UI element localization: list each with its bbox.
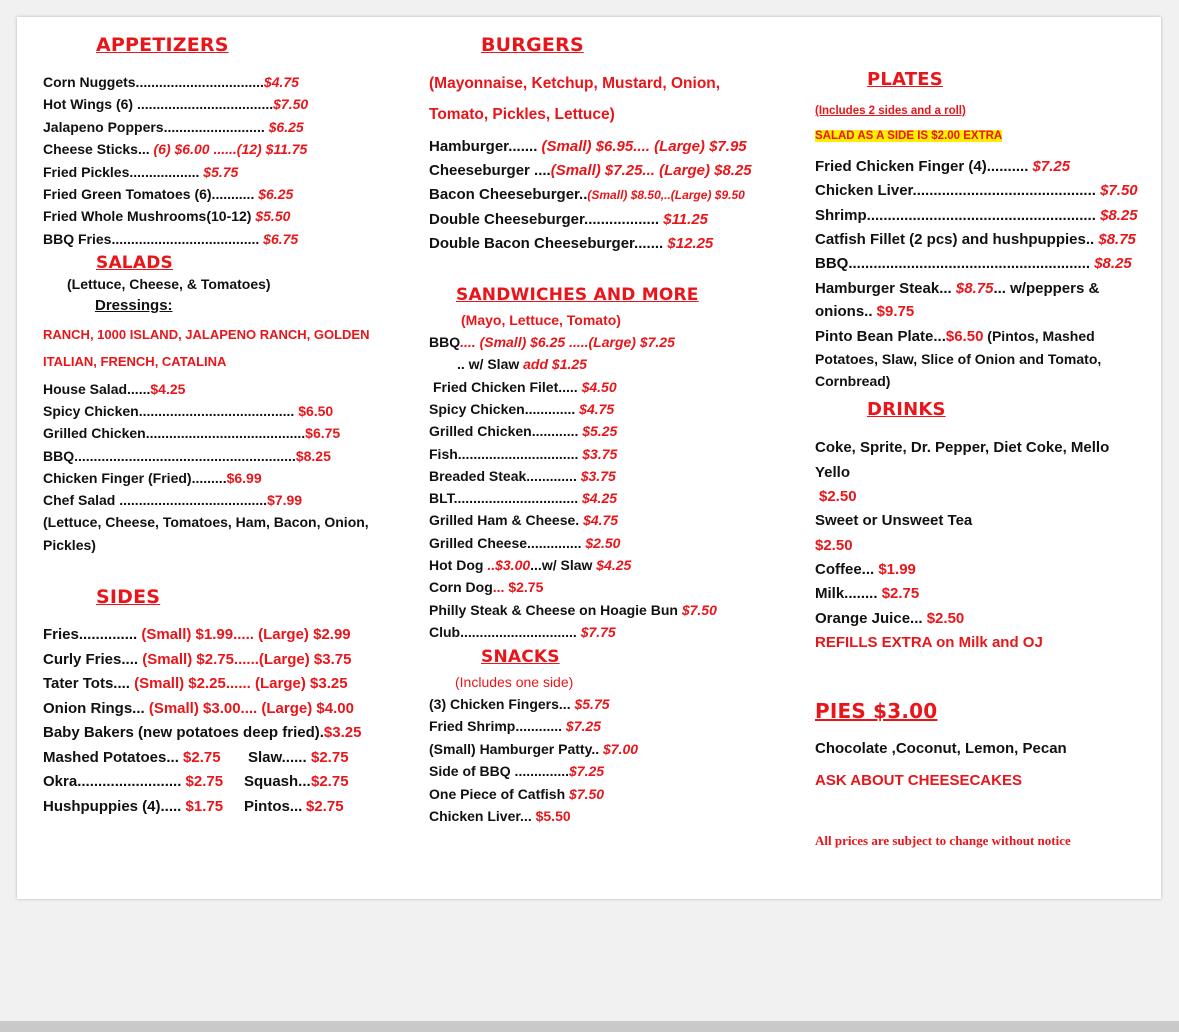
sides-heading: SIDES (96, 586, 161, 608)
item-name: Club.............................. (429, 623, 581, 640)
item-price: $7.25 (569, 763, 605, 780)
item-price: (Small) $7.25... (Large) $8.25 (550, 162, 752, 180)
steak-line-2: onions.. $9.75 (815, 303, 915, 320)
side-row (43, 797, 344, 815)
sandwich-row (429, 624, 616, 640)
item-price: $4.75 (583, 512, 619, 529)
soda-price: $2.50 (819, 488, 857, 505)
burger-row (429, 235, 713, 252)
plates-salad-note: SALAD AS A SIDE IS $2.00 EXTRA (815, 130, 1003, 142)
item-name: ...w/ Slaw (530, 557, 597, 573)
sandwich-row (429, 468, 616, 484)
chef-salad-desc-1: (Lettuce, Cheese, Tomatoes, Ham, Bacon, Onion, (43, 514, 369, 530)
sandwich-row (429, 446, 617, 462)
item-name: Fried Chicken Finger (4).......... (815, 158, 1033, 175)
item-price: $7.00 (603, 740, 639, 757)
item-name: Fish............................... (429, 445, 583, 462)
sandwich-row (429, 535, 620, 551)
item-price: $4.75 (579, 400, 615, 417)
appetizer-row (43, 186, 293, 202)
pinto-bean-plate: Pinto Bean Plate...$6.50 (Pintos, Mashed (815, 328, 1095, 345)
snack-row (429, 786, 604, 802)
drinks-heading: DRINKS (867, 399, 946, 420)
item-price: $6.50 (298, 403, 334, 420)
side-price-2: $2.75 (311, 748, 349, 766)
sandwich-row (429, 557, 631, 573)
item-price: $7.25 (565, 718, 601, 735)
plate-row (815, 182, 1138, 199)
burgers-subtitle-2: Tomato, Pickles, Lettuce) (429, 106, 615, 123)
sandwiches-subtitle: (Mayo, Lettuce, Tomato) (461, 312, 621, 328)
side-name: Okra......................... (43, 773, 186, 790)
item-extra: ... w/peppers & (993, 279, 1100, 297)
item-name: Fried Shrimp............ (429, 718, 566, 735)
side-row (43, 748, 349, 766)
side-price: (Small) $2.75......(Large) $3.75 (142, 650, 352, 668)
item-price: ... $2.75 (492, 579, 544, 596)
salad-row (43, 470, 262, 486)
item-price: $12.25 (667, 234, 714, 252)
item-name: (Small) Hamburger Patty.. (429, 740, 604, 757)
salad-row (43, 381, 185, 397)
item-name: BBQ Fries...................................... (43, 230, 264, 247)
sandwich-row (433, 379, 617, 395)
pies-heading: PIES $3.00 (815, 699, 938, 723)
item-name: Breaded Steak............. (429, 467, 581, 484)
coffee-row: Coffee... $1.99 (815, 561, 916, 578)
item-price: $8.75 (955, 279, 994, 297)
sandwich-row (429, 602, 717, 618)
item-name: Chef Salad ...................................... (43, 492, 268, 508)
item-name: BLT................................ (429, 490, 582, 507)
drinks-line-1: Coke, Sprite, Dr. Pepper, Diet Coke, Mello (815, 439, 1110, 456)
item-price: .... (Small) $6.25 .....(Large) $7.25 (460, 334, 675, 350)
item-price: $8.25 (1094, 255, 1132, 273)
sandwich-row (429, 423, 617, 439)
item-price: $11.25 (663, 210, 708, 228)
item-price: (6) $6.00 ......(12) $11.75 (153, 141, 308, 158)
item-price: $6.75 (263, 230, 299, 247)
item-price: $5.50 (255, 208, 291, 225)
item-price: $5.25 (582, 423, 618, 440)
item-price: $7.50 (273, 96, 309, 113)
item-name: Fried Whole Mushrooms(10-12) (43, 208, 256, 225)
milk-row: Milk........ $2.75 (815, 585, 920, 602)
plate-row (815, 207, 1138, 224)
side-price: (Small) $1.99..... (Large) $2.99 (141, 626, 351, 643)
item-name: Shrimp....................................................... (815, 206, 1101, 224)
burger-row (429, 162, 752, 179)
dressings-line-1: RANCH, 1000 ISLAND, JALAPENO RANCH, GOLDEN (43, 327, 370, 342)
item-name: Jalapeno Poppers.......................... (43, 118, 269, 135)
item-name: Grilled Ham & Cheese. (429, 512, 584, 529)
side-price: (Small) $3.00.... (Large) $4.00 (148, 699, 354, 717)
burger-row (429, 138, 747, 155)
side-name: Hushpuppies (4)..... (43, 797, 186, 815)
item-name: Corn Nuggets................................. (43, 74, 264, 90)
sandwich-row (429, 512, 618, 528)
menu-page (17, 17, 1161, 899)
side-price: $2.75 (185, 773, 224, 790)
side-name-2: Pintos... (244, 797, 303, 815)
item-name: Hamburger....... (429, 138, 542, 155)
side-name: Onion Rings... (43, 699, 149, 717)
salad-row (43, 492, 302, 508)
item-name: Hamburger Steak... (815, 279, 956, 297)
tea-price: $2.50 (815, 537, 853, 554)
item-name: Chicken Liver... (429, 808, 536, 824)
sandwich-row (429, 579, 543, 595)
side-price: $1.75 (185, 797, 224, 815)
sandwich-row (429, 334, 675, 350)
sandwich-row (457, 356, 587, 372)
item-name: Spicy Chicken........................................ (43, 403, 299, 420)
side-price-2: $2.75 (311, 773, 349, 790)
price-disclaimer: All prices are subject to change without notice (815, 833, 1071, 848)
pinto-desc-2: Potatoes, Slaw, Slice of Onion and Tomato, (815, 351, 1102, 367)
snacks-subtitle: (Includes one side) (455, 674, 574, 690)
burgers-subtitle-1: (Mayonnaise, Ketchup, Mustard, Onion, (429, 75, 721, 92)
chef-salad-desc-2: Pickles) (43, 537, 96, 553)
side-price: (Small) $2.25...... (Large) $3.25 (134, 675, 348, 692)
side-name-2: Slaw...... (248, 748, 307, 766)
side-row (43, 700, 354, 717)
appetizer-row (43, 96, 308, 112)
side-name: Baby Bakers (new potatoes deep fried). (43, 724, 324, 741)
snack-row (429, 763, 604, 779)
item-price: $2.50 (585, 534, 621, 551)
item-name: Fried Green Tomatoes (6)........... (43, 186, 259, 202)
plate-row (815, 231, 1136, 248)
side-name: Curly Fries.... (43, 650, 143, 668)
item-name: Hot Wings (6) ................................... (43, 96, 274, 113)
item-price: $7.50 (569, 785, 605, 802)
item-name: Double Cheeseburger.................. (429, 210, 664, 228)
oj-row: Orange Juice... $2.50 (815, 610, 965, 627)
burger-row (429, 211, 708, 228)
plates-heading: PLATES (867, 69, 943, 90)
steak-price-2: $9.75 (876, 303, 915, 320)
salad-row (43, 403, 333, 419)
side-price: $2.75 (183, 748, 221, 766)
item-price: $3.75 (582, 445, 618, 462)
item-name: .. w/ Slaw (457, 356, 524, 373)
sandwich-row (429, 401, 614, 417)
item-price: $8.75 (1098, 230, 1136, 248)
item-name: Catfish Fillet (2 pcs) and hushpuppies.. (815, 230, 1099, 248)
pies-list: Chocolate ,Coconut, Lemon, Pecan (815, 740, 1067, 757)
bottom-bar (0, 1021, 1179, 1032)
item-price: $3.75 (580, 467, 616, 484)
item-name: Spicy Chicken............. (429, 400, 580, 417)
item-price: $7.50 (681, 601, 717, 618)
item-name: Fried Pickles.................. (43, 163, 204, 180)
sandwiches-heading: SANDWICHES AND MORE (456, 285, 699, 305)
item-name: Side of BBQ .............. (429, 763, 570, 780)
dressings-line-2: ITALIAN, FRENCH, CATALINA (43, 354, 227, 369)
side-name: Tater Tots.... (43, 675, 135, 692)
item-name: (3) Chicken Fingers... (429, 696, 575, 712)
item-price: $4.75 (263, 74, 299, 90)
item-name: Bacon Cheeseburger.. (429, 186, 588, 204)
side-name: Mashed Potatoes... (43, 748, 184, 766)
side-name-2: Squash... (244, 773, 311, 790)
item-price: $6.99 (226, 469, 262, 486)
item-name: BBQ (429, 334, 461, 350)
item-price: ..$3.00 (487, 557, 531, 573)
snack-row (429, 741, 638, 757)
item-price: $6.25 (258, 186, 294, 202)
item-price: $7.50 (1100, 182, 1138, 200)
item-price: (Small) $6.95.... (Large) $7.95 (541, 138, 747, 155)
item-name: Double Bacon Cheeseburger....... (429, 234, 668, 252)
burgers-heading: BURGERS (481, 34, 584, 56)
item-price: $7.25 (1032, 158, 1071, 175)
item-name: BBQ......................................................... (43, 447, 296, 464)
item-name: Chicken Liver............................................ (815, 182, 1101, 200)
item-name: Grilled Chicken............ (429, 423, 583, 440)
item-price: $8.25 (295, 447, 331, 464)
item-name: Philly Steak & Cheese on Hoagie Bun (429, 601, 682, 618)
burger-row (429, 186, 745, 203)
appetizer-row (43, 164, 238, 180)
item-name: BBQ.......................................................... (815, 255, 1095, 273)
item-price: add $1.25 (523, 356, 587, 373)
appetizer-row (43, 74, 299, 90)
side-name: Fries.............. (43, 626, 142, 643)
item-price: $5.75 (203, 163, 239, 180)
salads-heading: SALADS (96, 253, 173, 273)
item-name: Corn Dog (429, 579, 493, 596)
item-price: $5.50 (535, 808, 571, 824)
item-name: Hot Dog (429, 557, 488, 573)
side-row (43, 773, 349, 790)
side-row (43, 724, 361, 741)
plate-row (815, 280, 1099, 297)
item-name: Chicken Finger (Fried)......... (43, 469, 227, 486)
item-price: $5.75 (574, 696, 610, 712)
item-price: $4.25 (150, 381, 186, 397)
item-price: $7.75 (580, 623, 616, 640)
item-price: (Small) $8.50,..(Large) $9.50 (587, 188, 745, 203)
item-name: Grilled Cheese.............. (429, 534, 586, 551)
item-name: Cheeseburger .... (429, 162, 551, 180)
pinto-desc-3: Cornbread) (815, 373, 891, 389)
snack-row (429, 696, 610, 712)
snack-row (429, 808, 571, 824)
appetizer-row (43, 119, 304, 135)
item-name: One Piece of Catfish (429, 785, 570, 802)
item-price: $4.25 (596, 557, 632, 573)
item-price: $4.50 (581, 378, 617, 395)
appetizer-row (43, 208, 290, 224)
side-price-2: $2.75 (306, 797, 344, 815)
pinto-price: $6.50 (945, 328, 984, 345)
item-price: $8.25 (1100, 206, 1138, 224)
snack-row (429, 718, 601, 734)
item-name: House Salad...... (43, 381, 151, 397)
salads-subtitle: (Lettuce, Cheese, & Tomatoes) (67, 276, 271, 292)
item-price: $6.25 (268, 118, 304, 135)
sandwich-row (429, 490, 617, 506)
item-price: $4.25 (581, 490, 618, 507)
item-name: Grilled Chicken......................................... (43, 425, 306, 442)
appetizer-row (43, 141, 307, 157)
snacks-heading: SNACKS (481, 647, 560, 667)
appetizer-row (43, 231, 298, 247)
item-price: $7.99 (267, 492, 303, 508)
plate-row (815, 255, 1132, 272)
plates-subtitle: (Includes 2 sides and a roll) (815, 105, 966, 117)
item-price: $6.75 (305, 425, 341, 442)
refills-note: REFILLS EXTRA on Milk and OJ (815, 634, 1043, 651)
appetizers-heading: APPETIZERS (96, 34, 229, 56)
tea-label: Sweet or Unsweet Tea (815, 512, 973, 529)
side-row (43, 626, 351, 643)
side-row (43, 651, 351, 668)
salad-row (43, 425, 340, 441)
item-name: Cheese Sticks... (43, 141, 154, 158)
cheesecake-note: ASK ABOUT CHEESECAKES (815, 772, 1022, 789)
drinks-line-2: Yello (815, 464, 851, 481)
plate-row (815, 158, 1070, 175)
side-row (43, 675, 348, 692)
item-name: Fried Chicken Filet..... (433, 378, 582, 395)
side-price: $3.25 (323, 724, 362, 741)
dressings-label: Dressings: (95, 297, 173, 314)
salad-row (43, 448, 331, 464)
